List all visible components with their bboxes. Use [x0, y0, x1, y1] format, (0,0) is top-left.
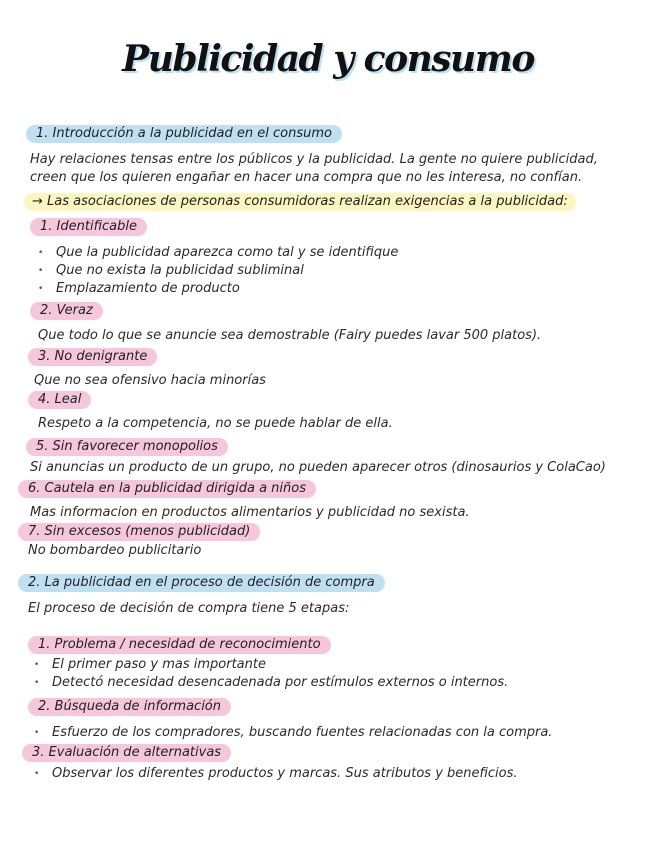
item-label-identificable: 1. Identificable: [30, 218, 147, 236]
bullet-icon: •: [34, 728, 40, 738]
arrow-note: → Las asociaciones de personas consumidoras realizan exigencias a la publicidad:: [24, 193, 576, 211]
bullet-icon: •: [38, 248, 44, 258]
item-text-sin-favorecer-monopolios: Si anuncias un producto de un grupo, no pueden aparecer otros (dinosaurios y ColaCao): [30, 460, 606, 475]
item-label-sin-excesos: 7. Sin excesos (menos publicidad): [18, 523, 260, 541]
list-item: • Esfuerzo de los compradores, buscando fuentes relacionadas con la compra.: [34, 725, 553, 740]
list-item: • Emplazamiento de producto: [38, 281, 240, 296]
item-text-veraz: Que todo lo que se anuncie sea demostrable (Fairy puedes lavar 500 platos).: [38, 328, 542, 343]
bullet-icon: •: [34, 660, 40, 670]
list-item: • El primer paso y mas importante: [34, 657, 266, 672]
bullet-icon: •: [34, 769, 40, 779]
section-heading-2: 2. La publicidad en el proceso de decisión de compra: [18, 574, 385, 592]
bullet-icon: •: [38, 266, 44, 276]
section2-intro: El proceso de decisión de compra tiene 5 etapas:: [28, 601, 350, 616]
item-text-cautela-ninos: Mas informacion en productos alimentarios y publicidad no sexista.: [30, 505, 470, 520]
list-item: • Que la publicidad aparezca como tal y se identifique: [38, 245, 399, 260]
item-label-sin-favorecer-monopolios: 5. Sin favorecer monopolios: [26, 438, 228, 456]
item-label-leal: 4. Leal: [28, 391, 91, 409]
stage-label-evaluacion: 3. Evaluación de alternativas: [22, 744, 231, 762]
list-item: • Detectó necesidad desencadenada por estímulos externos o internos.: [34, 675, 509, 690]
list-item: • Observar los diferentes productos y marcas. Sus atributos y beneficios.: [34, 766, 518, 781]
bullet-icon: •: [34, 678, 40, 688]
page-title: Publicidad y consumo: [122, 38, 534, 80]
item-label-cautela-ninos: 6. Cautela en la publicidad dirigida a niños: [18, 480, 316, 498]
list-item: • Que no exista la publicidad subliminal: [38, 263, 304, 278]
intro-text-line-1: Hay relaciones tensas entre los públicos y la publicidad. La gente no quiere publicidad,: [30, 152, 598, 167]
item-label-veraz: 2. Veraz: [30, 302, 103, 320]
item-text-sin-excesos: No bombardeo publicitario: [28, 543, 202, 558]
intro-text-line-2: creen que los quieren engañar en hacer una compra que no les interesa, no confían.: [30, 170, 583, 185]
stage-label-busqueda: 2. Búsqueda de información: [28, 698, 231, 716]
stage-label-problema: 1. Problema / necesidad de reconocimiento: [28, 636, 331, 654]
item-text-no-denigrante: Que no sea ofensivo hacia minorías: [34, 373, 266, 388]
section-heading-1: 1. Introducción a la publicidad en el consumo: [26, 125, 342, 143]
item-label-no-denigrante: 3. No denigrante: [28, 348, 157, 366]
bullet-icon: •: [38, 284, 44, 294]
item-text-leal: Respeto a la competencia, no se puede hablar de ella.: [38, 416, 393, 431]
